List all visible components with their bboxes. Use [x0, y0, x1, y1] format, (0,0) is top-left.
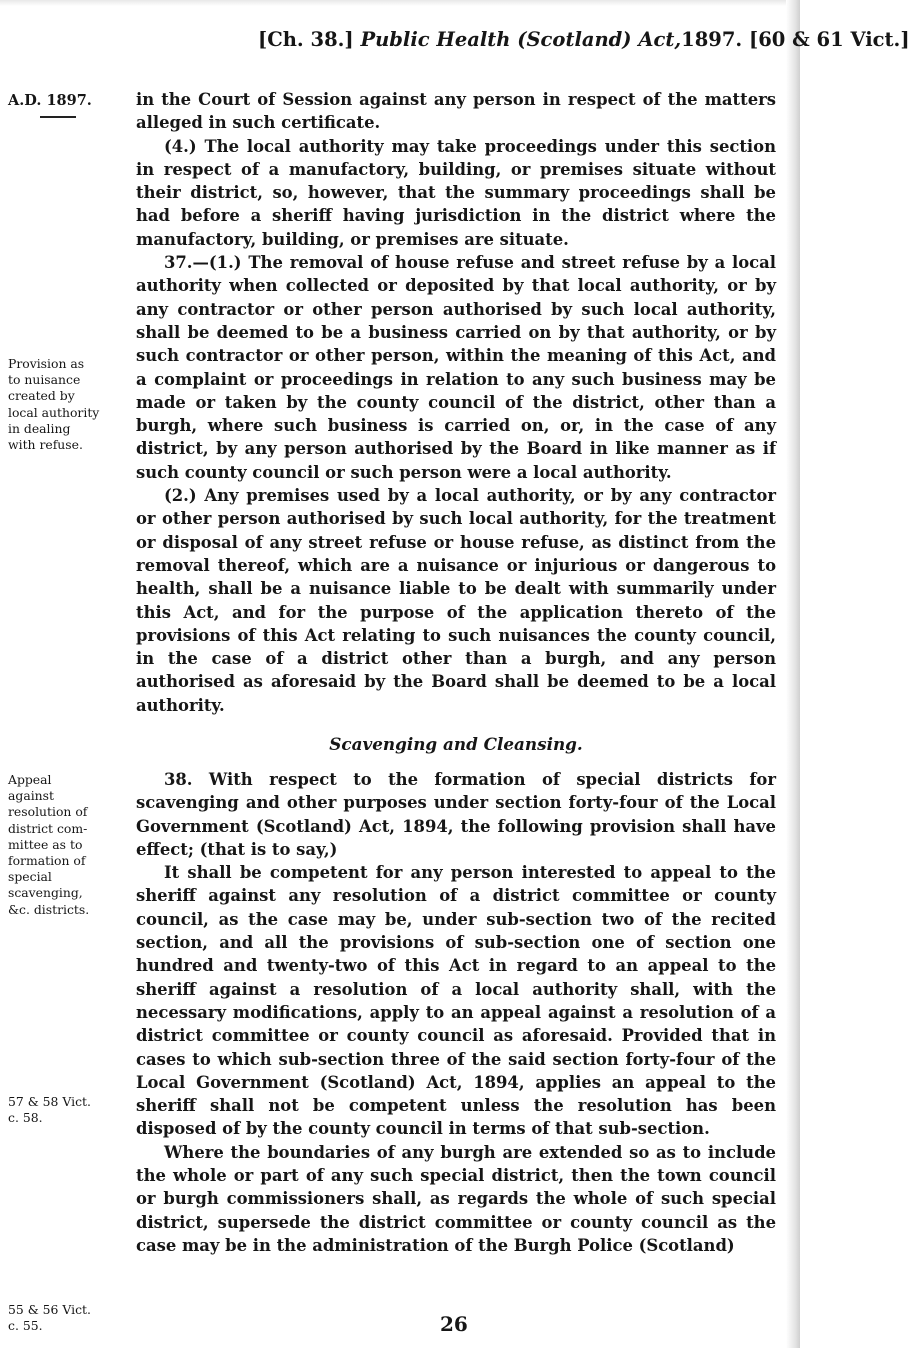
margin-line: resolution of — [8, 804, 88, 820]
margin-line: Provision as — [8, 356, 85, 371]
margin-line: &c. districts. — [8, 901, 90, 917]
page-number: 26 — [440, 1312, 468, 1336]
main-text-upper — [136, 88, 776, 717]
margin-note-section-38 — [8, 772, 120, 918]
page-edge-shadow — [786, 0, 800, 1348]
margin-citation-1894-act — [8, 1094, 120, 1126]
paragraph-section-37-1: 37.—(1.) The removal of house refuse and street refuse by a local authority when collected or deposited by that local authority, or by any contractor or other person authorised by such local authority, shall be deemed to be a business carried on by that authority, or by such contractor or other person, within the meaning of this Act, and a complaint or proceedings in relation to any such business may be made or taken by the county council of the district, other than a burgh, where such business is carried on, or, in the case of any district, by any person authorised by the Board in like manner as if such county council or such person were a local authority. — [136, 253, 776, 482]
act-year: 1897. — [681, 28, 743, 51]
margin-year: A.D. 1897. — [8, 92, 92, 109]
margin-line: in dealing — [8, 420, 71, 436]
margin-rule — [40, 116, 76, 118]
running-head — [258, 28, 910, 51]
margin-line: scavenging, — [8, 885, 83, 901]
chapter-ref: [Ch. 38.] — [258, 28, 354, 51]
act-title: Public Health (Scotland) Act, — [360, 28, 682, 51]
margin-line: c. 55. — [8, 1318, 43, 1334]
margin-line: district com- — [8, 820, 88, 836]
paragraph-continuation: in the Court of Session against any person in respect of the matters alleged in such certificate. — [136, 90, 776, 133]
margin-line: c. 58. — [8, 1110, 43, 1126]
margin-line: with refuse. — [8, 437, 83, 453]
margin-line: 55 & 56 Vict. — [8, 1302, 91, 1317]
page-top-shadow — [0, 0, 800, 6]
margin-note-section-37 — [8, 356, 120, 453]
paragraph-section-38-appeal: It shall be competent for any person interested to appeal to the sheriff against any resolution of a district committee or county council, as the case may be, under sub-section two of the recited section, and all the provisions of sub-section one of section one hundred and twenty-two of this Act in regard to an appeal to the sheriff against a resolution of a local authority shall, with the necessary modifications, apply to an appeal against a resolution of a district committee or county council as aforesaid. Provided that in cases to which sub-section three of the said section forty-four of the Local Government (Scotland) Act, 1894, applies an appeal to the sheriff shall not be competent unless the resolution has been disposed of by the county council in terms of that sub-section. — [136, 863, 776, 1139]
margin-citation-1892-act — [8, 1302, 120, 1334]
section-heading: Scavenging and Cleansing. — [329, 734, 583, 754]
paragraph-section-38-boundaries: Where the boundaries of any burgh are extended so as to include the whole or part of any such special district, then the town council or burgh commissioners shall, as regards the whole of such special district, supersede the district committee or county council as the case may be in the administration of the Burgh Police (Scotland) — [136, 1142, 776, 1255]
paragraph-section-37-2: (2.) Any premises used by a local authority, or by any contractor or other person authorised by such local authority, for the treatment or disposal of any street refuse or house refuse, as distinct from the removal thereof, which are a nuisance or injurious or dangerous to health, shall be a nuisance liable to be dealt with summarily under this Act, and for the purpose of the application thereto of the provisions of this Act relating to such nuisances the county council, in the case of a district other than a burgh, and any person authorised as aforesaid by the Board shall be deemed to be a local authority. — [136, 486, 776, 715]
margin-line: formation of — [8, 853, 86, 869]
regnal-ref: [60 & 61 Vict.] — [748, 28, 910, 51]
margin-line: 57 & 58 Vict. — [8, 1094, 91, 1109]
margin-line: local authority — [8, 404, 100, 420]
margin-line: to nuisance — [8, 372, 81, 388]
main-text-lower — [136, 768, 776, 1257]
margin-line: mittee as to — [8, 836, 83, 852]
margin-line: special — [8, 869, 52, 885]
margin-line: Appeal — [8, 772, 52, 787]
margin-line: against — [8, 788, 54, 804]
margin-line: created by — [8, 388, 75, 404]
paragraph-section-38: 38. With respect to the formation of special districts for scavenging and other purposes under section forty-four of the Local Government (Scotland) Act, 1894, the following provision shall have effect; (that is to say,) — [136, 770, 776, 859]
paragraph-subsection-4: (4.) The local authority may take proceedings under this section in respect of a manufactory, building, or premises situate without their district, so, however, that the summary proceedings shall be had before a sheriff having jurisdiction in the district where the manufactory, building, or premises are situate. — [136, 136, 776, 249]
